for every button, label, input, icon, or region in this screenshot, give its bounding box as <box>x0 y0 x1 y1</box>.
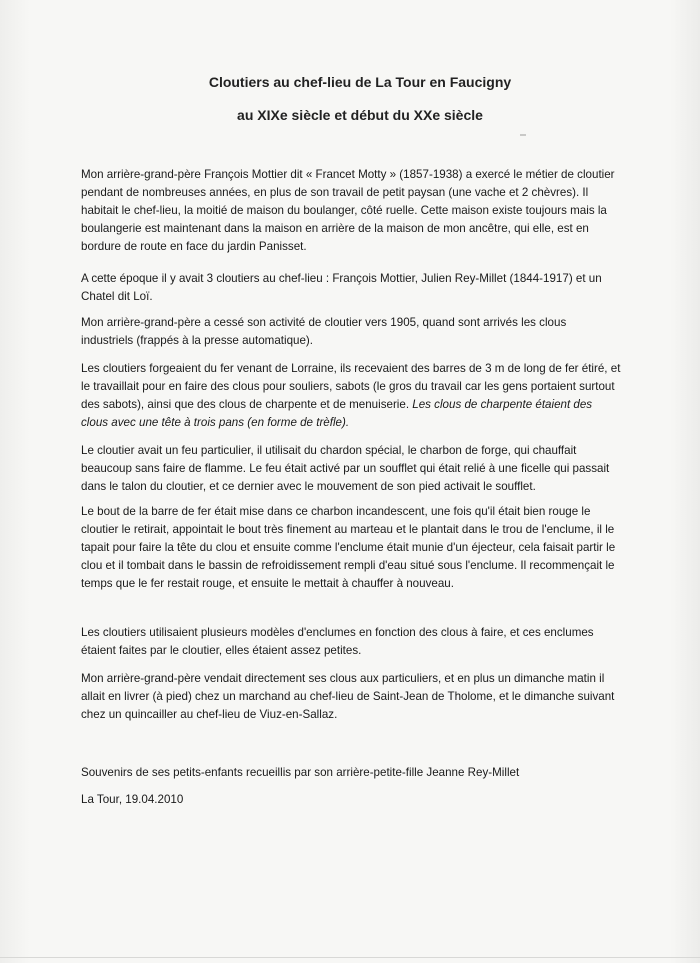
paragraph-4 <box>81 360 621 432</box>
paragraph-4-italic: Les clous de charpente étaient des clous avec une tête à trois pans (en forme de trèfle). <box>81 398 593 429</box>
page-edge <box>0 957 700 958</box>
place-date: La Tour, 19.04.2010 <box>81 793 184 806</box>
signature-line: Souvenirs de ses petits-enfants recueillis par son arrière-petite-fille Jeanne Rey-Millet <box>81 766 520 779</box>
document-subtitle: au XIXe siècle et début du XXe siècle <box>237 107 483 123</box>
paragraph-2: A cette époque il y avait 3 cloutiers au chef-lieu : François Mottier, Julien Rey-Millet (1844-1917) et un Chatel dit Loï. <box>81 272 602 303</box>
document-title: Cloutiers au chef-lieu de La Tour en Faucigny <box>208 74 512 90</box>
paragraph-8: Mon arrière-grand-père vendait directement ses clous aux particuliers, et en plus un dimanche matin il allait en livrer (à pied) chez un marchand au chef-lieu de Saint-Jean de Tholome, et le dimanche suivant chez un quincailler au chef-lieu de Viuz-en-Sallaz. <box>81 672 615 721</box>
paragraph-4-text: Les cloutiers forgeaient du fer venant de Lorraine, ils recevaient des barres de 3 m de long de fer étiré, et le travaillait pour en faire des clous pour souliers, sabots (le gros du travail car les gens portaient surtout des sabots), ainsi que des clous de charpente et de menuiserie. <box>81 362 621 411</box>
scan-mark <box>520 134 526 136</box>
paragraph-3: Mon arrière-grand-père a cessé son activité de cloutier vers 1905, quand sont arrivés les clous industriels (frappés à la presse automatique). <box>81 316 567 347</box>
paragraph-5: Le cloutier avait un feu particulier, il utilisait du chardon spécial, le charbon de forge, qui chauffait beaucoup sans faire de flamme. Le feu était activé par un soufflet qui était relié à une ficelle qui passait dans le talon du cloutier, et ce dernier avec le mouvement de son pied activait le soufflet. <box>81 444 610 493</box>
paragraph-7: Les cloutiers utilisaient plusieurs modèles d'enclumes en fonction des clous à faire, et ces enclumes étaient faites par le cloutier, elles étaient assez petites. <box>81 626 594 657</box>
paragraph-6: Le bout de la barre de fer était mise dans ce charbon incandescent, une fois qu'il était bien rouge le cloutier le retirait, appointait le bout très finement au marteau et le plantait dans le trou de l'enclume, il le tapait pour faire la tête du clou et ensuite comme l'enclume était munie d'un éjecteur, cela faisait partir le clou et il tombait dans le bassin de refroidissement rempli d'eau situé sous l'enclume. Il recommençait le temps que le fer restait rouge, et ensuite le mettait à chauffer à nouveau. <box>81 505 616 590</box>
paragraph-1: Mon arrière-grand-père François Mottier dit « Francet Motty » (1857-1938) a exercé le métier de cloutier pendant de nombreuses années, en plus de son travail de petit paysan (une vache et 2 chèvres). Il habitait le chef-lieu, la moitié de maison du boulanger, côté ruelle. Cette maison existe toujours mais la boulangerie est maintenant dans la maison en arrière de la maison de mon ancêtre, qui elle, est en bordure de route en face du jardin Panisset. <box>81 168 615 253</box>
